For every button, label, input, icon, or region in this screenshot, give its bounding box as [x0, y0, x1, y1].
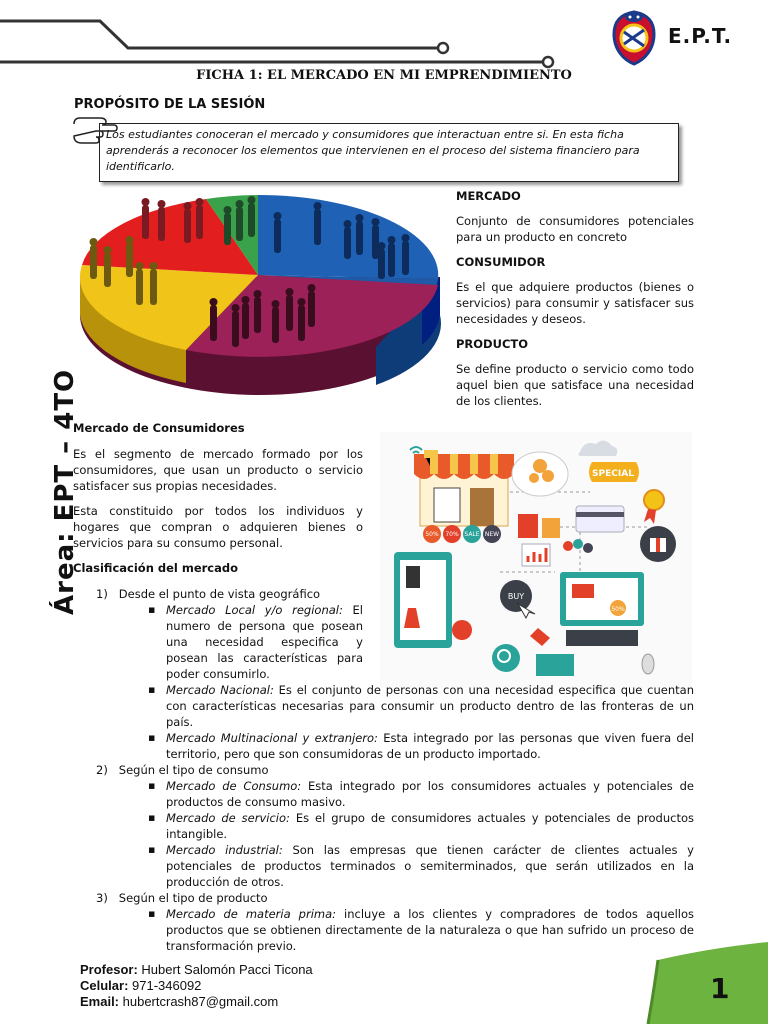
list-item: ▪ Mercado industrial: Son las empresas que tienen carácter de clientes actuales y potenciales de productos terminados o semiterminados, que serán utilizados en la producción de otros. — [148, 842, 694, 890]
definition-text: Es el que adquiere productos (bienes o servicios) para consumir y satisfacer sus necesidades y deseos. — [456, 280, 694, 326]
sale-tag: NEW — [484, 531, 500, 538]
special-tag: SPECIAL — [592, 469, 634, 479]
list-item: ▪ Mercado Local y/o regional: El numero de persona que posean una necesidad especifica y posean las características para poder consumirlo. — [148, 602, 363, 682]
list-item: ▪ Mercado Multinacional y extranjero: Esta integrado por las personas que viven fuera del territorio, pero que son consumidoras de un producto importado. — [148, 730, 694, 762]
group-label: 1) Desde el punto de vista geográfico — [96, 587, 321, 601]
definition-text: Se define producto o servicio como todo aquel bien que satisface una necesidad de los clientes. — [456, 362, 694, 408]
school-logo — [610, 8, 658, 66]
list-item: ▪ Mercado de materia prima: incluye a los clientes y compradores de todos aquellos productos que se obtienen directamente de la naturaleza o que han sufrido un proceso de transformación previo. — [148, 906, 694, 954]
list-item: ▪ Mercado de Consumo: Esta integrado por los consumidores actuales y potenciales de productos de consumo masivo. — [148, 778, 694, 810]
page-title: FICHA 1: EL MERCADO EN MI EMPRENDIMIENTO — [196, 68, 572, 83]
page-number: 1 — [710, 972, 730, 1005]
section-heading: Mercado de Consumidores — [73, 421, 245, 435]
screen-tag: 50% — [611, 606, 625, 613]
sale-tag: SALE — [464, 531, 480, 538]
definition-term: MERCADO — [456, 189, 521, 203]
definitions-column — [456, 188, 694, 409]
page-corner-decoration — [640, 940, 768, 1024]
phone-line: Celular: 971-346092 — [80, 978, 202, 993]
section-heading: Clasificación del mercado — [73, 561, 239, 575]
org-name: E.P.T. — [668, 24, 733, 48]
group-label: 3) Según el tipo de producto — [96, 891, 268, 905]
purpose-box: Los estudiantes conoceran el mercado y consumidores que interactuan entre si. En esta ficha aprenderás a reconocer los elementos que intervienen en el proceso del sistema financiero para identificarlo. — [99, 123, 679, 182]
paragraph: Esta constituido por todos los individuos y hogares que compran o adquieren bienes o servicios para su consumo personal. — [73, 504, 363, 550]
list-item: ▪ Mercado Nacional: Es el conjunto de personas con una necesidad especifica que cuentan con características necesarias para consumir un producto dentro de las fronteras de un país. — [148, 682, 694, 730]
footer-contact — [80, 962, 313, 1010]
teacher-line: Profesor: Hubert Salomón Pacci Ticona — [80, 962, 313, 977]
email-line: Email: hubertcrash87@gmail.com — [80, 994, 279, 1009]
list-item: ▪ Mercado de servicio: Es el grupo de consumidores actuales y potenciales de productos intangible. — [148, 810, 694, 842]
sale-tag: 50% — [425, 531, 439, 538]
sale-tag: 70% — [445, 531, 459, 538]
definition-term: CONSUMIDOR — [456, 255, 546, 269]
area-side-label: Área: EPT – 4TO — [50, 368, 80, 615]
purpose-heading: PROPÓSITO DE LA SESIÓN — [74, 97, 266, 112]
consumer-market-section — [73, 420, 363, 576]
market-pie-illustration — [76, 195, 444, 407]
group-label: 2) Según el tipo de consumo — [96, 763, 269, 777]
definition-text: Conjunto de consumidores potenciales para un producto en concreto — [456, 214, 694, 244]
definition-term: PRODUCTO — [456, 337, 529, 351]
classification-list — [96, 586, 694, 954]
buy-bubble: BUY — [507, 592, 525, 601]
paragraph: Es el segmento de mercado formado por los consumidores, que usan un producto o servicio satisfacer sus propias necesidades. — [73, 447, 363, 493]
